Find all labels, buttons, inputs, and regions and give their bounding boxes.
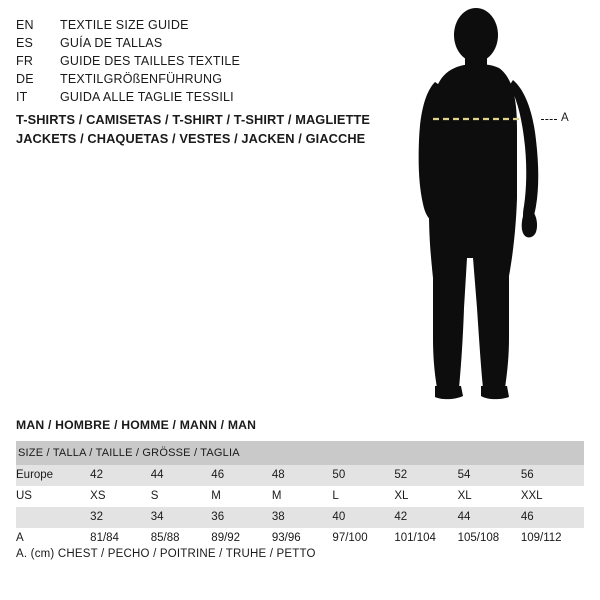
table-cell: XS xyxy=(90,486,151,507)
language-title: GUÍA DE TALLAS xyxy=(60,36,163,50)
language-row xyxy=(16,88,396,106)
row-label: Europe xyxy=(16,465,90,486)
measure-leader-line xyxy=(541,119,557,120)
language-title: GUIDE DES TAILLES TEXTILE xyxy=(60,54,241,68)
table-cell: 34 xyxy=(151,507,212,528)
table-cell: 36 xyxy=(211,507,272,528)
table-cell: 44 xyxy=(458,507,521,528)
language-code: IT xyxy=(16,90,28,104)
table-cell: 46 xyxy=(211,465,272,486)
table-cell: 54 xyxy=(458,465,521,486)
table-row xyxy=(16,507,584,528)
table-row xyxy=(16,465,584,486)
measure-label-a: A xyxy=(561,112,569,124)
table-cell: 109/112 xyxy=(521,528,584,549)
table-cell: 89/92 xyxy=(211,528,272,549)
table-cell: 56 xyxy=(521,465,584,486)
table-row xyxy=(16,486,584,507)
language-title: GUIDA ALLE TAGLIE TESSILI xyxy=(60,90,234,104)
table-cell: 81/84 xyxy=(90,528,151,549)
table-cell: 93/96 xyxy=(272,528,333,549)
footnote: A. (cm) CHEST / PECHO / POITRINE / TRUHE / PETTO xyxy=(16,548,316,560)
table-cell: 44 xyxy=(151,465,212,486)
table-cell: XXL xyxy=(521,486,584,507)
language-row xyxy=(16,52,396,70)
table-cell: 85/88 xyxy=(151,528,212,549)
table-header-row xyxy=(16,441,584,465)
table-cell: 42 xyxy=(394,507,457,528)
language-title: TEXTILE SIZE GUIDE xyxy=(60,18,189,32)
table-cell: S xyxy=(151,486,212,507)
table-cell: 32 xyxy=(90,507,151,528)
language-title: TEXTILGRÖßENFÜHRUNG xyxy=(60,72,223,86)
category-tshirts: T-SHIRTS / CAMISETAS / T-SHIRT / T-SHIRT / MAGLIETTE xyxy=(16,112,371,127)
table-cell: 101/104 xyxy=(394,528,457,549)
language-code: ES xyxy=(16,36,34,50)
table-row xyxy=(16,528,584,549)
table-cell: XL xyxy=(394,486,457,507)
table-cell: 50 xyxy=(332,465,394,486)
table-cell: 97/100 xyxy=(332,528,394,549)
language-header-block xyxy=(16,16,396,106)
table-cell: M xyxy=(272,486,333,507)
table-cell: 48 xyxy=(272,465,333,486)
table-header-label: SIZE / TALLA / TAILLE / GRÖSSE / TAGLIA xyxy=(16,441,584,465)
language-code: FR xyxy=(16,54,34,68)
male-silhouette-icon xyxy=(395,8,600,408)
table-cell: 52 xyxy=(394,465,457,486)
row-label xyxy=(16,507,90,528)
language-row xyxy=(16,70,396,88)
language-code: EN xyxy=(16,18,34,32)
table-cell: 46 xyxy=(521,507,584,528)
table-cell: 42 xyxy=(90,465,151,486)
language-row xyxy=(16,16,396,34)
table-cell: XL xyxy=(458,486,521,507)
table-cell: 40 xyxy=(332,507,394,528)
category-jackets: JACKETS / CHAQUETAS / VESTES / JACKEN / GIACCHE xyxy=(16,131,366,146)
figure-illustration xyxy=(395,8,600,408)
size-table xyxy=(16,441,584,549)
table-cell: 105/108 xyxy=(458,528,521,549)
row-label: US xyxy=(16,486,90,507)
language-row xyxy=(16,34,396,52)
table-cell: 38 xyxy=(272,507,333,528)
table-title: MAN / HOMBRE / HOMME / MANN / MAN xyxy=(16,418,257,432)
table-cell: L xyxy=(332,486,394,507)
category-block xyxy=(16,110,436,148)
table-cell: M xyxy=(211,486,272,507)
row-label: A xyxy=(16,528,90,549)
language-code: DE xyxy=(16,72,34,86)
